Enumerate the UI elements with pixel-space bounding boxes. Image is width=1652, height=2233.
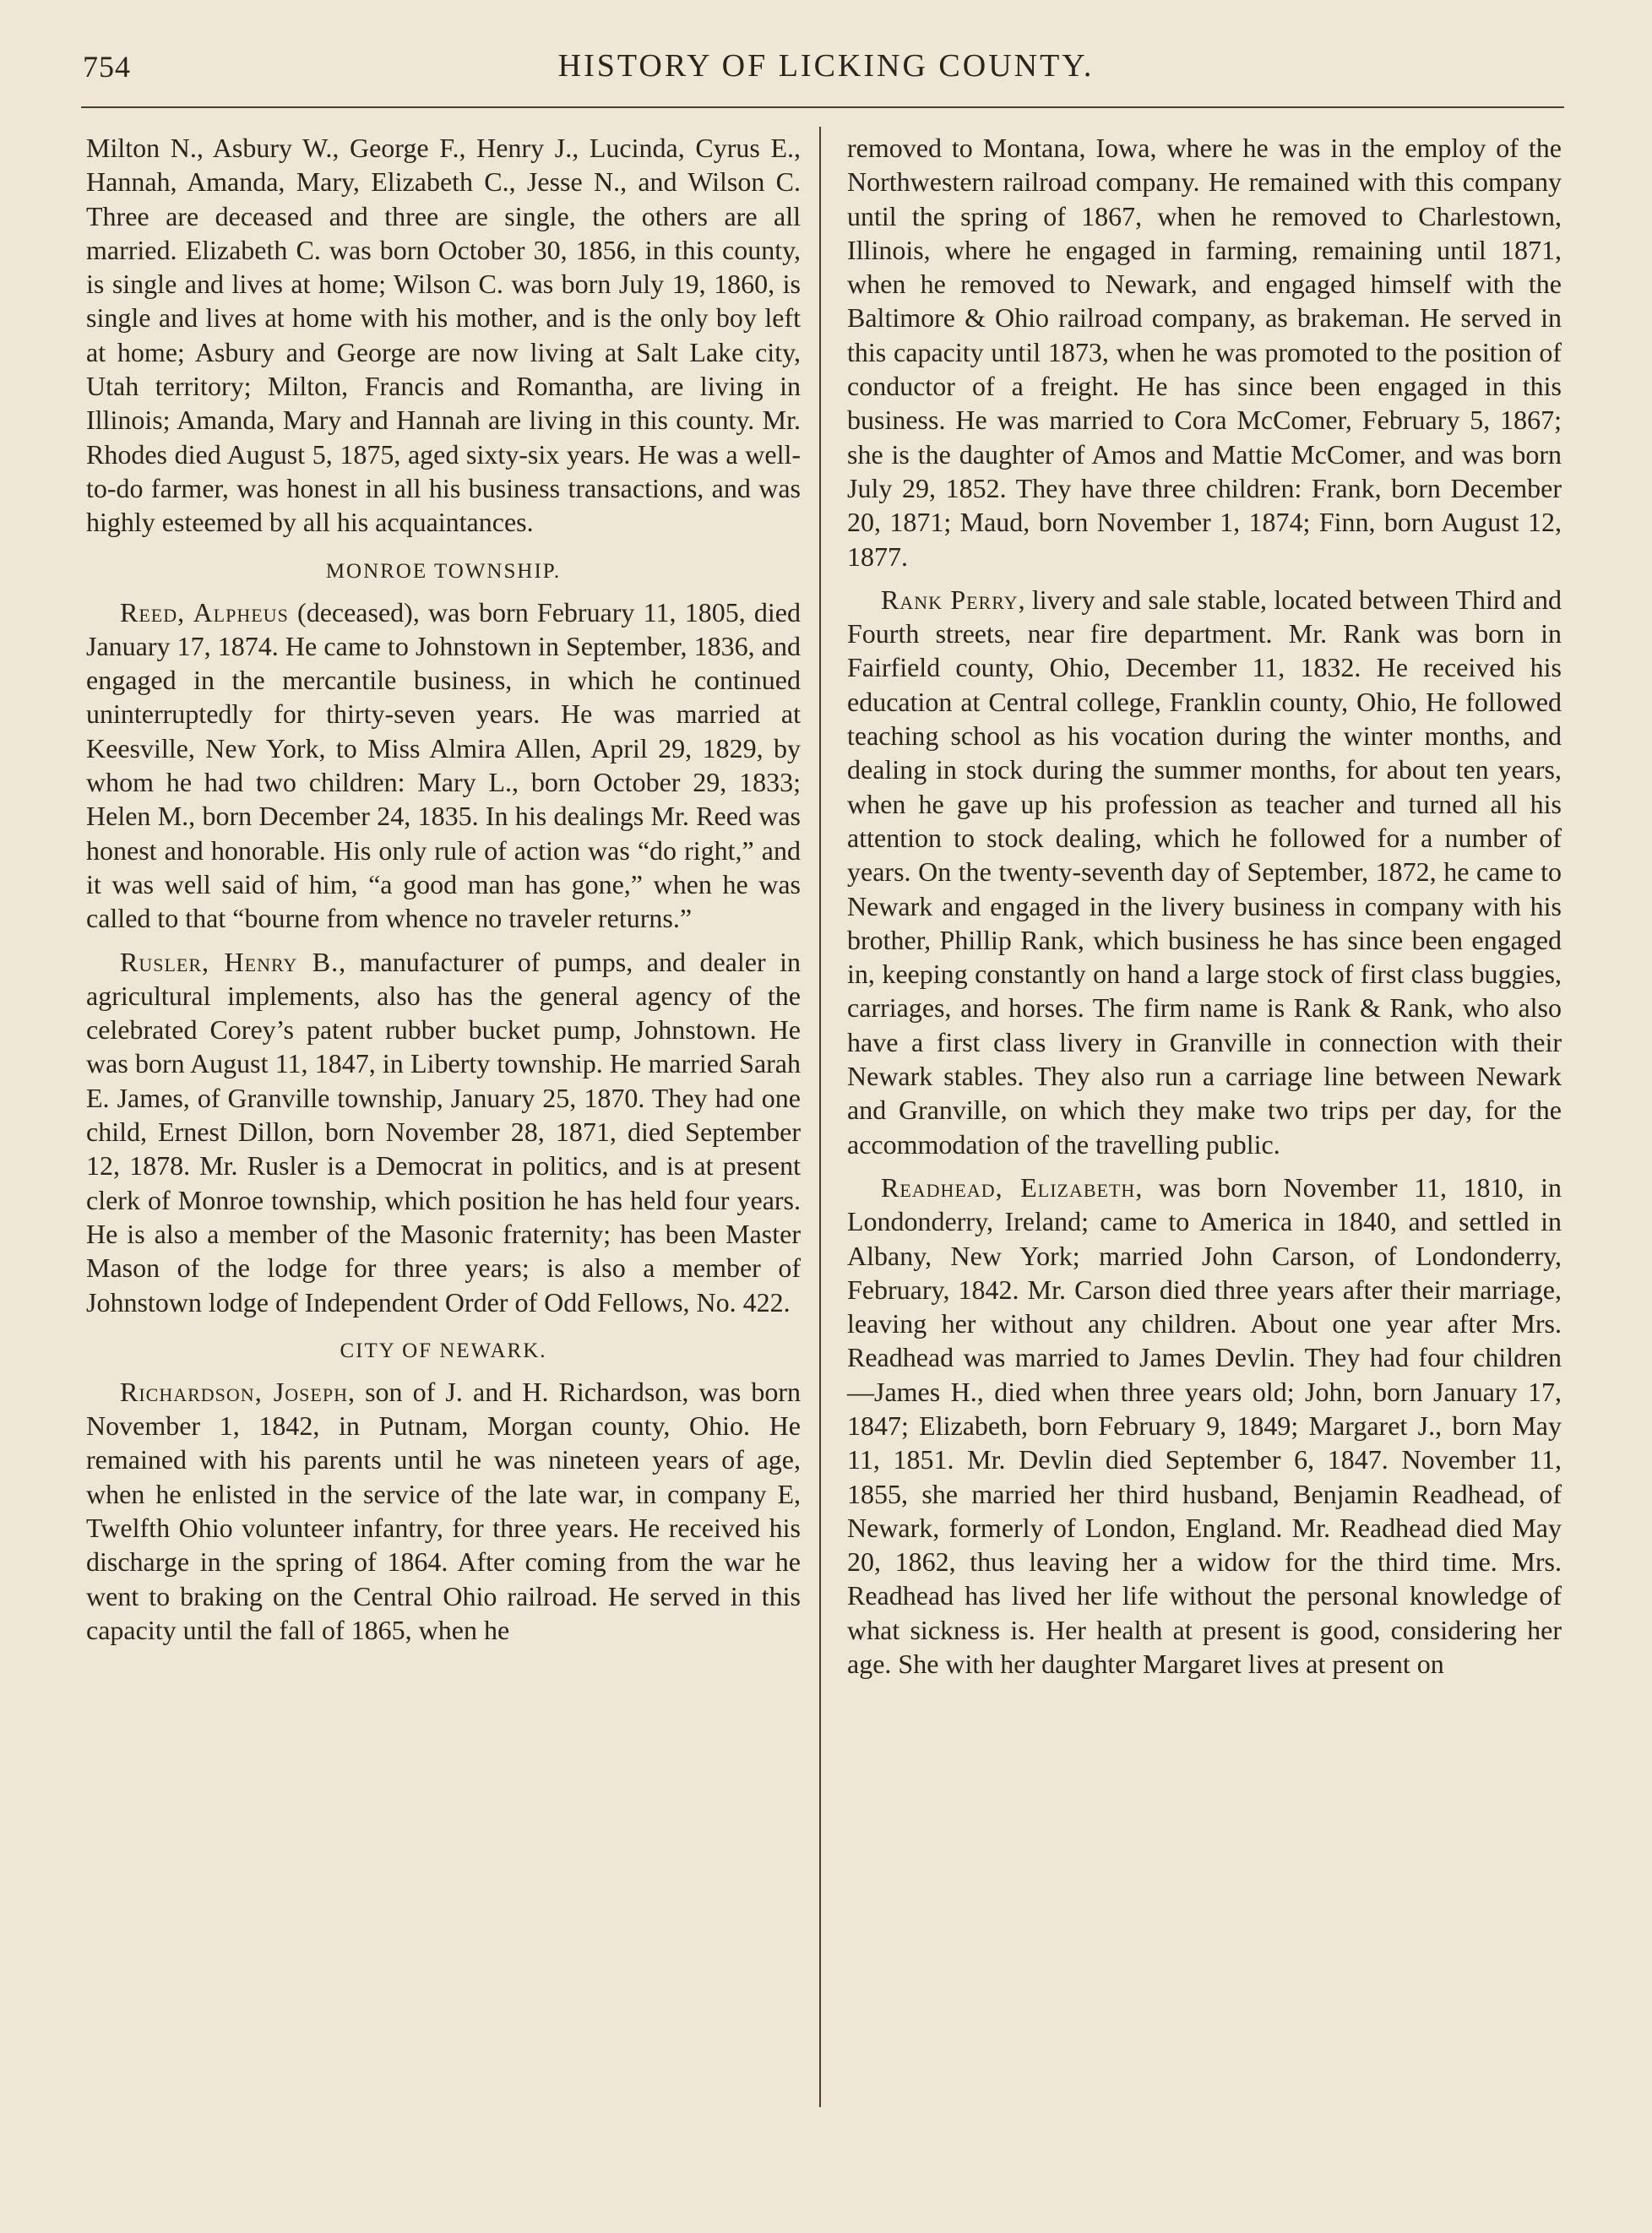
entry-name-readhead: Readhead, Elizabeth: [881, 1171, 1136, 1203]
entry-text-rusler: , manufacturer of pumps, and dealer in agricultural implements, also has the general agency of the celebrated Corey’s patent rubber bucket pump, Johnstown. He was born August 11, 1847, in Liberty township. He married Sarah E. James, of Granville township, January 25, 1870. They had one child, Ernest Dillon, born November 28, 1871, died September 12, 1878. Mr. Rusler is a Democrat in politics, and is at present clerk of Monroe township, which position he has held four years. He is also a member of the Masonic fraternity; has been Master Mason of the lodge for three years; is also a member of Johnstown lodge of Independent Order of Odd Fellows, No. 422.: [86, 946, 801, 1318]
entry-text-readhead: , was born November 11, 1810, in Londonderry, Ireland; came to America in 1840, and settled in Albany, New York; married John Carson, of Londonderry, February, 1842. Mr. Carson died three years after their marriage, leaving her without any children. About one year after Mrs. Readhead was married to James Devlin. They had four children—James H., died when three years old; John, born January 17, 1847; Elizabeth, born February 9, 1849; Margaret J., born May 11, 1851. Mr. Devlin died September 6, 1847. November 11, 1855, she married her third husband, Benjamin Readhead, of Newark, formerly of London, England. Mr. Readhead died May 20, 1862, thus leaving her a widow for the third time. Mrs. Readhead has lived her life without the personal knowledge of what sickness is. Her health at present is good, considering her age. She with her daughter Margaret lives at present on: [847, 1171, 1562, 1680]
entry-text-richardson: , son of J. and H. Richardson, was born November 1, 1842, in Putnam, Morgan county, Ohio. He remained with his parents until he was nineteen years of age, when he enlisted in the service of the late war, in company E, Twelfth Ohio volunteer infantry, for three years. He received his discharge in the spring of 1864. After coming from the war he went to braking on the Central Ohio railroad. He served in this capacity until the fall of 1865, when he: [86, 1376, 801, 1645]
entry-name-reed: Reed, Alpheus: [120, 596, 289, 628]
right-column: [847, 131, 1562, 1681]
entry-name-richardson: Richardson, Joseph: [120, 1376, 348, 1407]
running-title: HISTORY OF LICKING COUNTY.: [557, 48, 1095, 84]
header-rule: [81, 106, 1564, 108]
entry-readhead: [847, 1171, 1562, 1681]
entry-rank: [847, 583, 1562, 1161]
column-divider: [819, 127, 821, 2107]
entry-text-rank: , livery and sale stable, located between Third and Fourth streets, near fire department. Mr. Rank was born in Fairfield county, Ohio, December 11, 1832. He received his education at Central college, Franklin county, Ohio, He followed teaching school as his vocation during the winter months, and dealing in stock during the summer months, for about ten years, when he gave up his profession as teacher and turned all his attention to stock dealing, which he followed for a number of years. On the twenty-seventh day of September, 1872, he came to Newark and engaged in the livery business in company with his brother, Phillip Rank, which business he has since been engaged in, keeping constantly on hand a large stock of first class buggies, carriages, and horses. The firm name is Rank & Rank, who also have a first class livery in Granville in connection with their Newark stables. They also run a carriage line between Newark and Granville, on which they make two trips per day, for the accommodation of the travelling public.: [847, 584, 1562, 1160]
entry-name-rusler: Rusler, Henry B.: [120, 946, 340, 977]
page-number: 754: [83, 50, 131, 84]
entry-name-rank: Rank Perry: [881, 584, 1019, 615]
entry-reed: [86, 595, 801, 936]
section-heading-monroe-township: MONROE TOWNSHIP.: [325, 559, 562, 583]
section-heading-city-of-newark: CITY OF NEWARK.: [340, 1339, 547, 1362]
entry-text-reed: (deceased), was born February 11, 1805, died January 17, 1874. He came to Johnstown in September, 1836, and engaged in the mercantile business, in which he continued uninterruptedly for thirty-seven years. He was married at Keesville, New York, to Miss Almira Allen, April 29, 1829, by whom he had two children: Mary L., born October 29, 1833; Helen M., born December 24, 1835. In his dealings Mr. Reed was honest and honorable. His only rule of action was “do right,” and it was well said of him, “a good man has gone,” when he was called to that “bourne from whence no traveler returns.”: [86, 596, 802, 934]
left-column: [86, 131, 801, 1647]
richardson-continuation: removed to Montana, Iowa, where he was in the employ of the Northwestern railroad company. He remained with this company until the spring of 1867, when he removed to Charlestown, Illinois, where he engaged in farming, remaining until 1871, when he removed to Newark, and engaged himself with the Baltimore & Ohio railroad company, as brakeman. He served in this capacity until 1873, when he was promoted to the position of conductor of a freight. He has since been engaged in this business. He was married to Cora McComer, February 5, 1867; she is the daughter of Amos and Mattie McComer, and was born July 29, 1852. They have three children: Frank, born December 20, 1871; Maud, born November 1, 1874; Finn, born August 12, 1877.: [847, 133, 1562, 572]
rhodes-continuation: Milton N., Asbury W., George F., Henry J., Lucinda, Cyrus E., Hannah, Amanda, Mary, Elizabeth C., Jesse N., and Wilson C. Three are deceased and three are single, the others are all married. Elizabeth C. was born October 30, 1856, in this county, is single and lives at home; Wilson C. was born July 19, 1860, is single and lives at home with his mother, and is the only boy left at home; Asbury and George are now living at Salt Lake city, Utah territory; Milton, Francis and Romantha, are living in Illinois; Amanda, Mary and Hannah are living in this county. Mr. Rhodes died August 5, 1875, aged sixty-six years. He was a well-to-do farmer, was honest in all his business transactions, and was highly esteemed by all his acquaintances.: [86, 133, 801, 538]
entry-rusler: [86, 945, 801, 1319]
entry-richardson: [86, 1375, 801, 1647]
